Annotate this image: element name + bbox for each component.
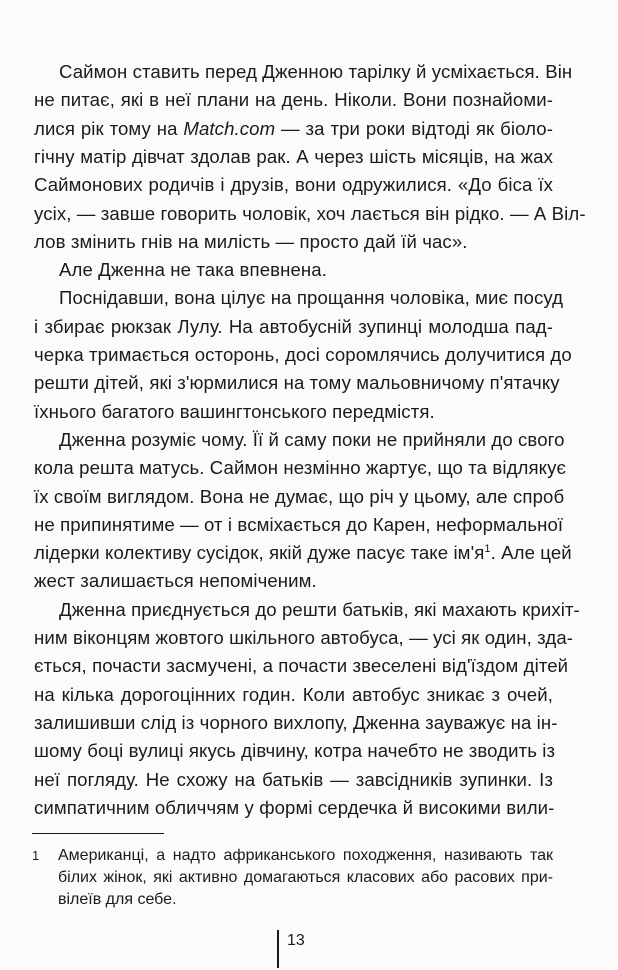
text-segment: — за три роки відтоді як біоло- [275, 118, 553, 139]
text-line [34, 537, 572, 568]
text-line: ється, почасти засмучені, а почасти звеселені від'їздом дітей [34, 655, 569, 676]
page-number: 13 [287, 932, 305, 949]
text-line: на кілька дорогоцінних годин. Коли автобус зникає з очей, [34, 684, 553, 705]
text-line: гічну матір дівчат здолав рак. А через шість місяців, на жах [34, 146, 553, 167]
text-line: Дженна приєднується до решти батьків, які махають крихіт- [59, 599, 580, 620]
text-line: жест залишається непоміченим. [34, 570, 317, 591]
footnote-divider [32, 833, 164, 834]
text-line: Але Дженна не така впевнена. [59, 259, 327, 280]
page-number-bar [277, 930, 279, 968]
text-line: не припинятиме — от і всміхається до Карен, неформальної [34, 514, 564, 535]
text-line: шому боці вулиці якусь дівчину, котра начебто не зводить із [34, 740, 556, 761]
text-line [34, 113, 553, 144]
text-line: не питає, які в неї плани на день. Ніколи. Вони познайоми- [34, 89, 553, 110]
text-line: їх своїм виглядом. Вона не думає, що річ у цьому, але спроб [34, 486, 565, 507]
text-line: неї погляду. Не схожу на батьків — завсідників зупинки. Із [34, 769, 553, 790]
website-name: Match.com [183, 118, 276, 139]
footnote-line: вілеїв для себе. [58, 891, 177, 908]
footnote-reference[interactable]: 1 [484, 542, 491, 555]
text-segment: лідерки колективу сусідок, якій дуже пасує таке ім'я [34, 542, 485, 563]
footnote-marker: 1 [32, 848, 40, 863]
text-line: симпатичним обличчям у формі сердечка й високими вили- [34, 797, 555, 818]
text-line: залишивши слід із чорного вихлопу, Дженна зауважує на ін- [34, 712, 558, 733]
text-line: Саймон ставить перед Дженною тарілку й усміхається. Він [59, 61, 573, 82]
text-line: їхнього багатого вашингтонського передмістя. [34, 401, 435, 422]
text-line: кола решта матусь. Саймон незмінно жартує, що та відлякує [34, 457, 567, 478]
text-line: решти дітей, які з'юрмилися на тому мальовничому п'ятачку [34, 372, 560, 393]
text-line: ним віконцям жовтого шкільного автобуса, — усі як один, зда- [34, 627, 574, 648]
text-segment: . Але цей [490, 542, 572, 563]
footnote-line: Американці, а надто африканського походження, називають так [58, 847, 553, 864]
text-line: Саймонових родичів і друзів, вони одружилися. «До біса їх [34, 174, 553, 195]
text-segment: лися рік тому на [34, 118, 184, 139]
text-line: Поснідавши, вона цілує на прощання чоловіка, миє посуд [59, 287, 564, 308]
text-line: і збирає рюкзак Лулу. На автобусній зупинці молодша пад- [34, 316, 553, 337]
text-line: усіх, — завше говорить чоловік, хоч лається він рідко. — А Віл- [34, 203, 586, 224]
text-line: лов змінить гнів на милість — просто дай їй час». [34, 231, 468, 252]
footnote-line: білих жінок, які активно домагаються класових або расових при- [58, 869, 553, 886]
text-line: Дженна розуміє чому. Її й саму поки не прийняли до свого [59, 429, 565, 450]
text-line: черка тримається осторонь, досі соромлячись долучитися до [34, 344, 572, 365]
